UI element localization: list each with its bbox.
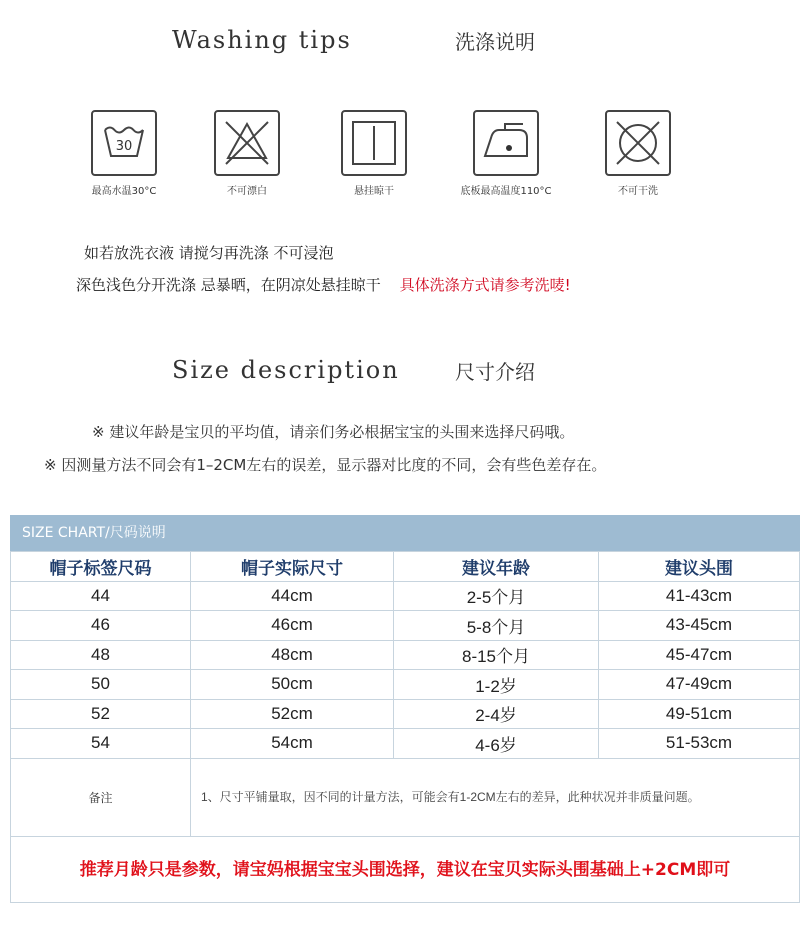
washing-note-line1: 如若放洗衣液 请搅匀再洗涤 不可浸泡 <box>84 244 334 262</box>
size-title-cn: 尺寸介绍 <box>455 360 535 384</box>
care-item-hang-dry <box>314 110 434 197</box>
table-cell: 52 <box>11 699 191 729</box>
table-cell: 43-45cm <box>599 611 800 641</box>
table-row <box>11 640 800 670</box>
care-label: 最高水温30°C <box>91 186 157 197</box>
table-row <box>11 699 800 729</box>
table-header-row <box>11 552 800 582</box>
table-cell: 49-51cm <box>599 699 800 729</box>
care-label: 底板最高温度110°C <box>460 186 552 197</box>
care-item-no-bleach <box>187 110 307 197</box>
care-item-no-dry-clean <box>578 110 698 197</box>
size-table <box>10 551 800 837</box>
remark-label: 备注 <box>11 758 191 836</box>
care-label: 悬挂晾干 <box>354 186 394 197</box>
table-cell: 54cm <box>191 729 394 759</box>
table-cell: 50cm <box>191 670 394 700</box>
size-title-en: Size description <box>172 356 400 384</box>
care-label: 不可漂白 <box>227 186 267 197</box>
table-row <box>11 670 800 700</box>
size-title-row <box>0 356 800 388</box>
column-header: 建议年龄 <box>394 552 599 582</box>
washing-note-line2-text: 深色浅色分开洗涤 忌暴晒，在阴凉处悬挂晾干 <box>76 276 381 294</box>
size-chart <box>10 515 800 903</box>
table-cell: 5-8个月 <box>394 611 599 641</box>
washing-title-cn: 洗涤说明 <box>455 30 535 54</box>
washing-note-line2 <box>76 274 571 295</box>
table-cell: 2-5个月 <box>394 581 599 611</box>
table-cell: 45-47cm <box>599 640 800 670</box>
washing-note-red: 具体洗涤方式请参考洗唛! <box>399 276 571 294</box>
care-item-wash <box>64 110 184 197</box>
table-cell: 48 <box>11 640 191 670</box>
no-bleach-icon <box>214 110 280 176</box>
table-cell: 44 <box>11 581 191 611</box>
table-cell: 4-6岁 <box>394 729 599 759</box>
size-chart-header: SIZE CHART/尺码说明 <box>10 515 800 551</box>
remark-row <box>11 758 800 836</box>
washing-title-en: Washing tips <box>172 26 352 54</box>
size-chart-footer: 推荐月龄只是参数，请宝妈根据宝宝头围选择，建议在宝贝实际头围基础上+2CM即可 <box>10 837 800 903</box>
hang-dry-icon <box>341 110 407 176</box>
wash-30-icon <box>91 110 157 176</box>
table-cell: 1-2岁 <box>394 670 599 700</box>
care-icons <box>0 110 800 200</box>
table-row <box>11 611 800 641</box>
no-dry-clean-icon <box>605 110 671 176</box>
size-note-1: ※ 建议年龄是宝贝的平均值，请亲们务必根据宝宝的头围来选择尺码哦。 <box>92 423 575 441</box>
table-row <box>11 581 800 611</box>
wash-temp-number: 30 <box>115 139 133 154</box>
table-cell: 46cm <box>191 611 394 641</box>
table-cell: 41-43cm <box>599 581 800 611</box>
table-cell: 2-4岁 <box>394 699 599 729</box>
size-note-2: ※ 因测量方法不同会有1–2CM左右的误差，显示器对比度的不同，会有些色差存在。 <box>44 456 607 474</box>
table-cell: 46 <box>11 611 191 641</box>
table-cell: 48cm <box>191 640 394 670</box>
column-header: 帽子标签尺码 <box>11 552 191 582</box>
table-cell: 47-49cm <box>599 670 800 700</box>
remark-text: 1、尺寸平铺量取，因不同的计量方法，可能会有1-2CM左右的差异，此种状况并非质量问题。 <box>191 758 800 836</box>
table-cell: 52cm <box>191 699 394 729</box>
column-header: 帽子实际尺寸 <box>191 552 394 582</box>
table-cell: 54 <box>11 729 191 759</box>
table-cell: 44cm <box>191 581 394 611</box>
table-cell: 50 <box>11 670 191 700</box>
iron-icon <box>473 110 539 176</box>
care-item-iron <box>446 110 566 197</box>
column-header: 建议头围 <box>599 552 800 582</box>
table-row <box>11 729 800 759</box>
table-cell: 8-15个月 <box>394 640 599 670</box>
washing-title-row <box>0 26 800 58</box>
table-cell: 51-53cm <box>599 729 800 759</box>
care-label: 不可干洗 <box>618 186 658 197</box>
